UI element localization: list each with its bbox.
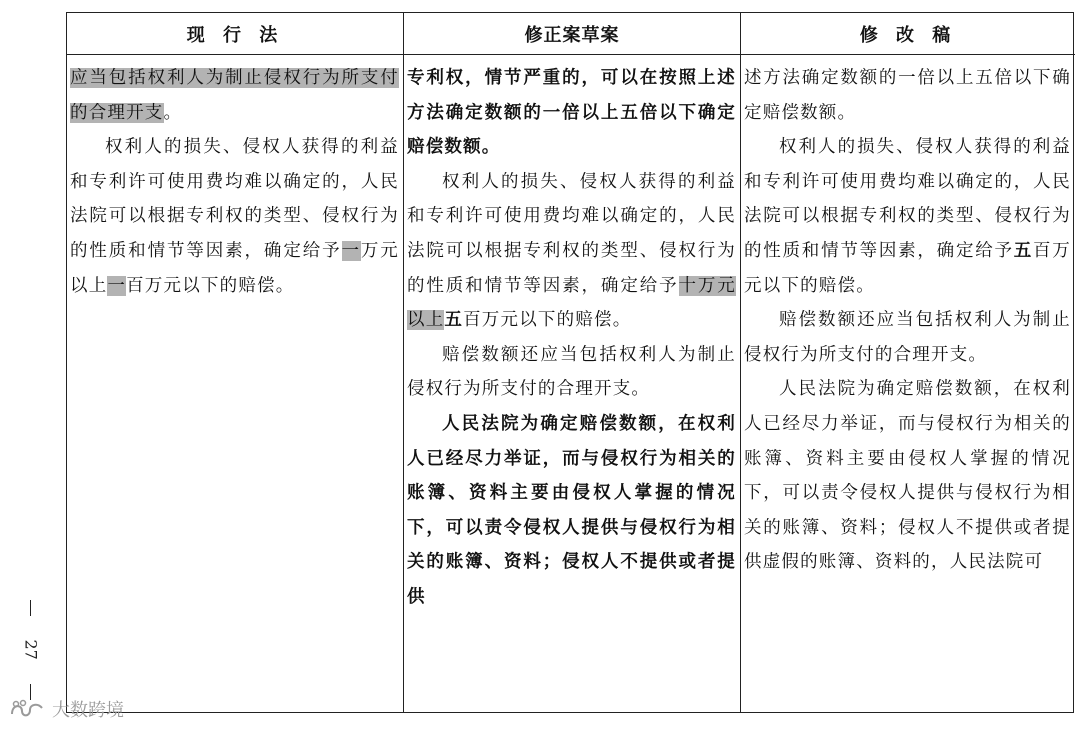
column-revised-draft xyxy=(741,13,1075,712)
highlight: 十万元以上 xyxy=(407,275,736,331)
watermark xyxy=(8,696,124,722)
watermark-logo-icon xyxy=(8,698,48,720)
paragraph: 人民法院为确定赔偿数额，在权利人已经尽力举证，而与侵权行为相关的账簿、资料主要由侵权人掌握的情况下，可以责令侵权人提供与侵权行为相关的账簿、资料；侵权人不提供或者提供虚假的账簿、资料的，人民法院可 xyxy=(744,379,1071,573)
paragraph: 述方法确定数额的一倍以上五倍以下确定赔偿数额。 xyxy=(744,68,1071,123)
column-current-law xyxy=(67,13,404,712)
paragraph: 应当包括权利人为制止侵权行为所支付的合理开支。 xyxy=(70,68,399,123)
paragraph: 赔偿数额还应当包括权利人为制止侵权行为所支付的合理开支。 xyxy=(407,344,736,400)
column-body xyxy=(404,55,740,615)
comparison-table xyxy=(66,12,1074,713)
highlight: 一 xyxy=(341,240,361,261)
column-body xyxy=(67,55,403,303)
column-header: 修正案草案 xyxy=(404,13,740,55)
highlight: 一 xyxy=(107,275,127,296)
paragraph: 专利权，情节严重的，可以在按照上述方法确定数额的一倍以上五倍以下确定赔偿数额。 xyxy=(407,68,736,158)
paragraph: 人民法院为确定赔偿数额，在权利人已经尽力举证，而与侵权行为相关的账簿、资料主要由侵权人掌握的情况下，可以责令侵权人提供与侵权行为相关的账簿、资料；侵权人不提供或者提供 xyxy=(407,413,736,607)
page-number: 27 xyxy=(21,600,41,700)
page-number-dash xyxy=(30,600,31,616)
column-body xyxy=(741,55,1075,580)
watermark-text: 大数跨境 xyxy=(52,700,124,721)
paragraph: 权利人的损失、侵权人获得的利益和专利许可使用费均难以确定的，人民法院可以根据专利权的类型、侵权行为的性质和情节等因素，确定给予五百万元以下的赔偿。 xyxy=(744,137,1071,296)
paragraph: 赔偿数额还应当包括权利人为制止侵权行为所支付的合理开支。 xyxy=(744,310,1071,365)
paragraph: 权利人的损失、侵权人获得的利益和专利许可使用费均难以确定的，人民法院可以根据专利权的类型、侵权行为的性质和情节等因素，确定给予十万元以上五百万元以下的赔偿。 xyxy=(407,171,736,331)
paragraph: 权利人的损失、侵权人获得的利益和专利许可使用费均难以确定的，人民法院可以根据专利权的类型、侵权行为的性质和情节等因素，确定给予一万元以上一百万元以下的赔偿。 xyxy=(70,137,399,296)
column-header: 现 行 法 xyxy=(67,13,403,55)
highlight: 应当包括权利人为制止侵权行为所支付的合理开支 xyxy=(70,68,399,123)
column-amendment-draft xyxy=(404,13,741,712)
column-header: 修 改 稿 xyxy=(741,13,1075,55)
